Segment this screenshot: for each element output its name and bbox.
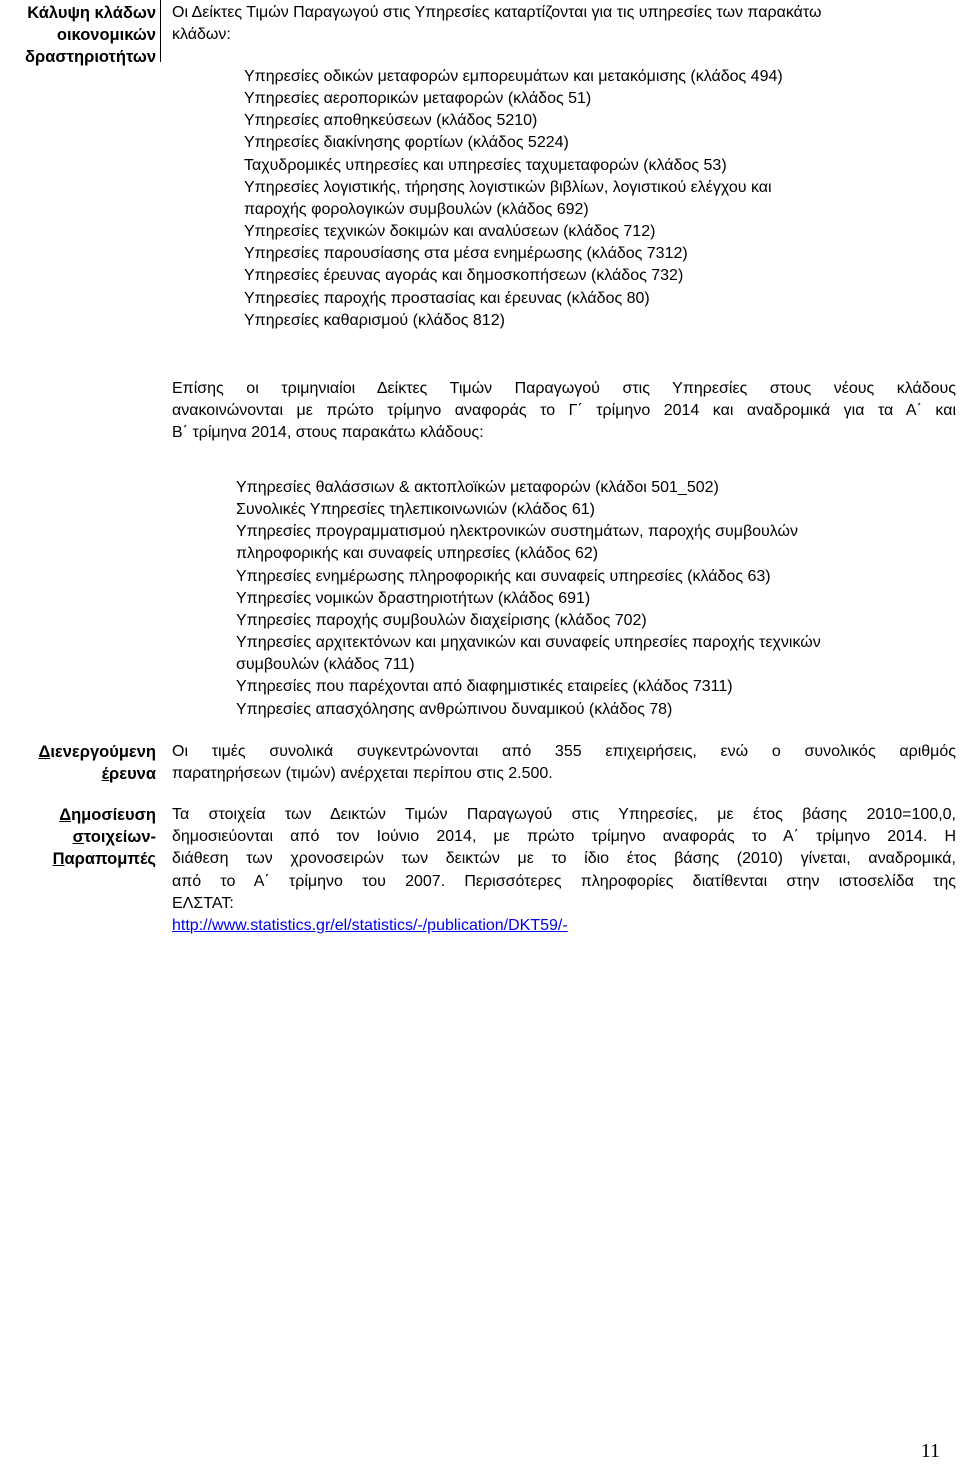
column-divider [160,0,161,62]
coverage-intro [172,2,956,46]
text-line: κλάδων: [172,26,231,44]
publication-heading-line: Δημοσίευση [59,806,156,824]
list-item: Υπηρεσίες αποθηκεύσεων (κλάδος 5210) [244,112,538,130]
list-item: Υπηρεσίες λογιστικής, τήρησης λογιστικών βιβλίων, λογιστικού ελέγχου και [244,178,772,196]
text-line: ανακοινώνονται με πρώτο τρίμηνο αναφοράς το Γ΄ τρίμηνο 2014 και αναδρομικά για τα Α΄ και [172,402,956,420]
list-item: Υπηρεσίες νομικών δραστηριοτήτων (κλάδος 691) [236,589,591,607]
text-line: ΕΛΣΤΑΤ: [172,894,234,912]
publication-text [172,804,956,937]
text-line: διάθεση των χρονοσειρών των δεικτών με το ίδιο έτος βάσης (2010) γίνεται, αναδρομικά, [172,850,956,868]
list-item: Ταχυδρομικές υπηρεσίες και υπηρεσίες ταχυμεταφορών (κλάδος 53) [244,156,727,174]
list-item: Υπηρεσίες παρουσίασης στα μέσα ενημέρωσης (κλάδος 7312) [244,245,688,263]
list-item: Υπηρεσίες καθαρισμού (κλάδος 812) [244,311,505,329]
list-item: Υπηρεσίες έρευνας αγοράς και δημοσκοπήσεων (κλάδος 732) [244,267,684,285]
coverage-heading-line: Κάλυψη κλάδων [27,4,156,22]
list-item: Υπηρεσίες παροχής προστασίας και έρευνας (κλάδος 80) [244,289,650,307]
list-item: Υπηρεσίες ενημέρωσης πληροφορικής και συναφείς υπηρεσίες (κλάδος 63) [236,567,771,585]
survey-text [172,741,956,785]
list-item: Υπηρεσίες αρχιτεκτόνων και μηχανικών και συναφείς υπηρεσίες παροχής τεχνικών [236,634,821,652]
text-line: Οι Δείκτες Τιμών Παραγωγού στις Υπηρεσίες καταρτίζονται για τις υπηρεσίες των παρακάτω [172,4,822,21]
coverage-additional-paragraph [172,378,956,445]
text-line: Τα στοιχεία των Δεικτών Τιμών Παραγωγού στις Υπηρεσίες, με έτος βάσης 2010=100,0, [172,806,956,823]
list-item: Υπηρεσίες προγραμματισμού ηλεκτρονικών συστημάτων, παροχής συμβουλών [236,523,799,541]
coverage-heading [0,2,156,68]
list-item: Συνολικές Υπηρεσίες τηλεπικοινωνιών (κλάδος 61) [236,501,595,519]
text-line: δημοσιεύονται από τον Ιούνιο 2014, με πρώτο τρίμηνο αναφοράς το Α΄ τρίμηνο 2014. Η [172,828,956,846]
text-line: παρατηρήσεων (τιμών) ανέρχεται περίπου στις 2.500. [172,765,553,783]
list-item: Υπηρεσίες που παρέχονται από διαφημιστικές εταιρείες (κλάδος 7311) [236,678,733,696]
list-item: Υπηρεσίες παροχής συμβουλών διαχείρισης (κλάδος 702) [236,611,647,629]
list-item: Υπηρεσίες αεροπορικών μεταφορών (κλάδος 51) [244,90,592,108]
list-item: παροχής φορολογικών συμβουλών (κλάδος 692) [244,200,589,218]
coverage-heading-line: δραστηριοτήτων [25,48,156,66]
publication-heading-line: Παραπομπές [52,850,156,868]
text-line: Οι τιμές συνολικά συγκεντρώνονται από 355 επιχειρήσεις, ενώ ο συνολικός αριθμός [172,743,956,760]
list-item: πληροφορικής και συναφείς υπηρεσίες (κλάδος 62) [236,545,599,563]
publication-heading-line: στοιχείων- [72,828,156,846]
list-item: συμβουλών (κλάδος 711) [236,656,415,674]
coverage-heading-line: οικονομικών [56,26,156,44]
text-line: Β΄ τρίμηνα 2014, στους παρακάτω κλάδους: [172,424,484,442]
page-number: 11 [920,1440,940,1462]
survey-heading-line: Διενεργούμενη [38,743,156,761]
coverage-list-new [236,477,821,721]
text-line: από το Α΄ τρίμηνο του 2007. Περισσότερες πληροφορίες διατίθενται στην ιστοσελίδα της [172,872,956,890]
list-item: Υπηρεσίες τεχνικών δοκιμών και αναλύσεων (κλάδος 712) [244,223,656,241]
coverage-list-primary [244,66,783,332]
survey-heading-line: έρευνα [101,765,156,783]
list-item: Υπηρεσίες οδικών μεταφορών εμπορευμάτων και μετακόμισης (κλάδος 494) [244,68,783,85]
list-item: Υπηρεσίες διακίνησης φορτίων (κλάδος 5224) [244,134,569,152]
publication-heading [0,804,156,870]
text-line: Επίσης οι τριμηνιαίοι Δείκτες Τιμών Παραγωγού στις Υπηρεσίες στους νέους κλάδους [172,380,956,397]
list-item: Υπηρεσίες θαλάσσιων & ακτοπλοϊκών μεταφορών (κλάδοι 501_502) [236,479,719,496]
survey-heading [0,741,156,785]
publication-link[interactable]: http://www.statistics.gr/el/statistics/-/publication/DKT59/- [172,917,568,935]
list-item: Υπηρεσίες απασχόλησης ανθρώπινου δυναμικού (κλάδος 78) [236,700,673,718]
